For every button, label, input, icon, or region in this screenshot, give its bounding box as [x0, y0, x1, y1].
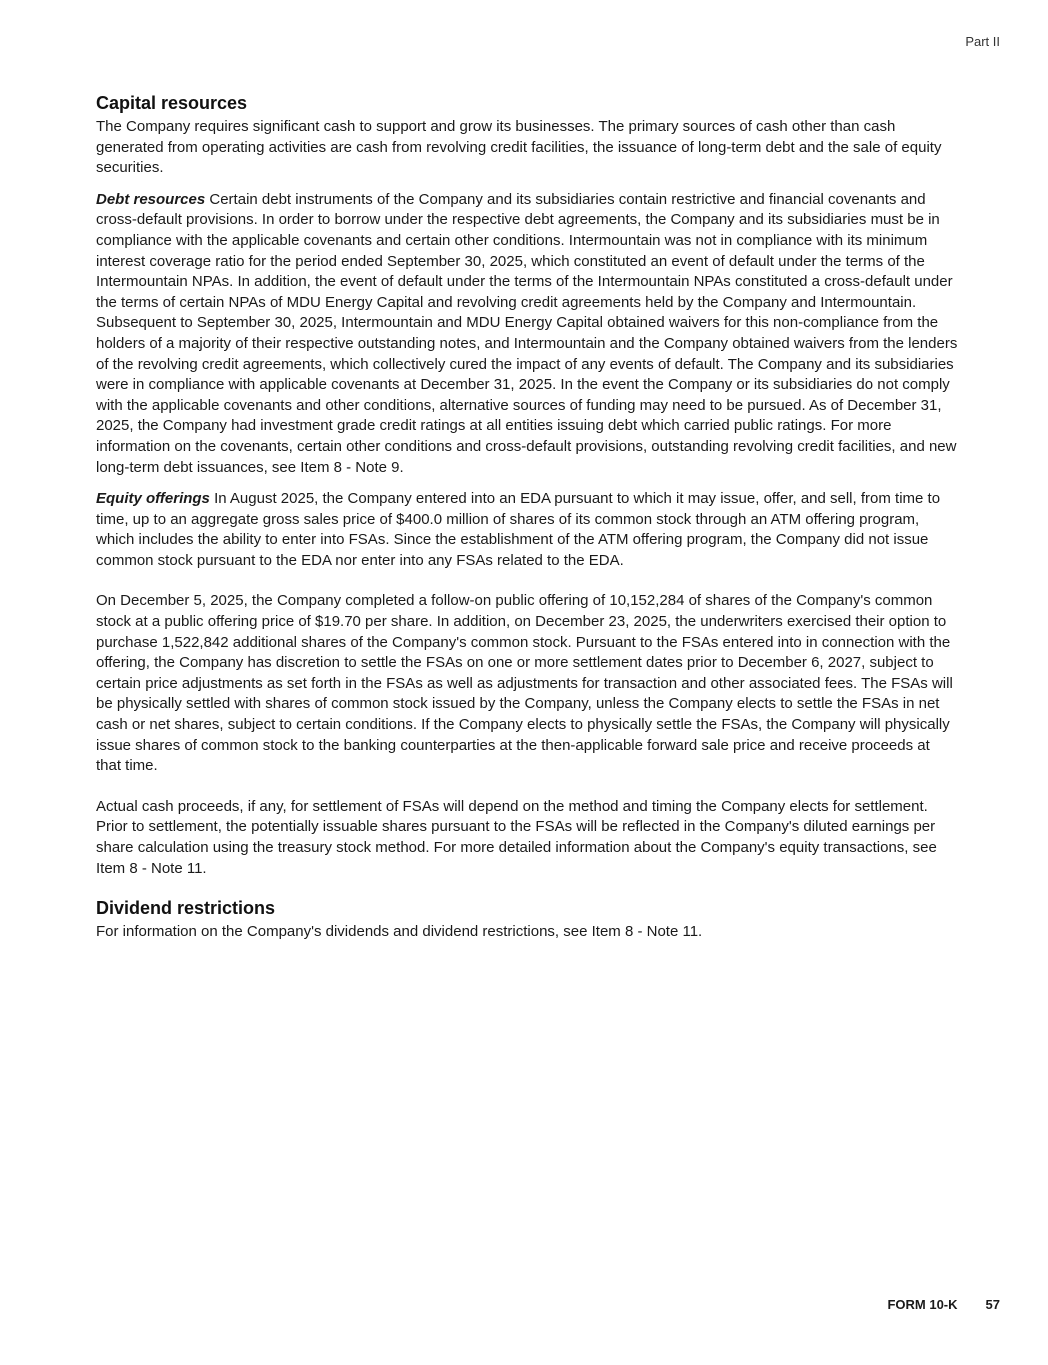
capital-resources-heading: Capital resources — [96, 93, 248, 113]
debt-resources-lead: Debt resources — [96, 190, 206, 208]
part-label: Part II — [965, 34, 1000, 49]
equity-offerings-paragraph — [96, 489, 958, 571]
debt-resources-paragraph — [96, 190, 958, 478]
debt-resources-text: Certain debt instruments of the Company and its subsidiaries contain restrictive and financial covenants and cross-default provisions. In order to borrow under the respective debt agreements, the Company and its subsidiaries must be in compliance with the applicable covenants and certain other conditions. Intermountain was not in compliance with its minimum interest coverage ratio for the period ended September 30, 2025, which constituted an event of default under the terms of the Intermountain NPAs. In addition, the event of default under the terms of the Intermountain NPAs constituted a cross-default under the terms of certain NPAs of MDU Energy Capital and revolving credit agreements held by the Company and Intermountain. Subsequent to September 30, 2025, Intermountain and MDU Energy Capital obtained waivers for this non-compliance from the holders of a majority of their respective outstanding notes, and Intermountain and the Company obtained waivers from the lenders of the revolving credit agreements, which collectively cured the impact of any events of default. The Company and its subsidiaries were in compliance with applicable covenants at December 31, 2025. In the event the Company or its subsidiaries do not comply with the applicable covenants and other conditions, alternative sources of funding may need to be pursued. As of December 31, 2025, the Company had investment grade credit ratings at all entities issuing debt which carried public ratings. For more information on the covenants, certain other conditions and cross-default provisions, outstanding revolving credit facilities, and new long-term debt issuances, see Item 8 - Note 9. — [96, 190, 958, 476]
form-label: FORM 10-K — [887, 1297, 958, 1312]
page-footer — [887, 1297, 1000, 1312]
follow-on-offering-paragraph: On December 5, 2025, the Company completed a follow-on public offering of 10,152,284 of shares of the Company's common stock at a public offering price of $19.70 per share. In addition, on December 23, 2025, the underwriters exercised their option to purchase 1,522,842 additional shares of the Company's common stock. Pursuant to the FSAs entered into in connection with the offering, the Company has discretion to settle the FSAs on one or more settlement dates prior to December 6, 2027, subject to certain price adjustments as set forth in the FSAs as well as adjustments for transaction and other associated fees. The FSAs will be physically settled with shares of common stock issued by the Company, unless the Company elects to settle the FSAs in net cash or net shares, subject to certain conditions. If the Company elects to physically settle the FSAs, the Company will physically issue shares of common stock to the banking counterparties at the then-applicable forward sale price and receive proceeds at that time. — [96, 592, 953, 775]
equity-offerings-text: In August 2025, the Company entered into an EDA pursuant to which it may issue, offer, and sell, from time to time, up to an aggregate gross sales price of $400.0 million of shares of its common stock through an ATM offering program, which includes the ability to enter into FSAs. Since the establishment of the ATM offering program, the Company did not issue common stock pursuant to the EDA nor enter into any FSAs related to the EDA. — [96, 490, 941, 569]
main-content — [96, 92, 958, 954]
dividend-restrictions-heading: Dividend restrictions — [96, 898, 276, 919]
dividend-restrictions-paragraph: For information on the Company's dividends and dividend restrictions, see Item 8 - Note 11. — [96, 923, 703, 941]
equity-offerings-lead: Equity offerings — [96, 490, 210, 508]
cash-proceeds-paragraph: Actual cash proceeds, if any, for settlement of FSAs will depend on the method and timing the Company elects for settlement. Prior to settlement, the potentially issuable shares pursuant to the FSAs will be reflected in the Company's diluted earnings per share calculation using the treasury stock method. For more detailed information about the Company's equity transactions, see Item 8 - Note 11. — [96, 797, 937, 877]
page-number: 57 — [985, 1297, 1000, 1312]
capital-intro-paragraph: The Company requires significant cash to support and grow its businesses. The primary sources of cash other than cash generated from operating activities are cash from revolving credit facilities, the issuance of long-term debt and the sale of equity securities. — [96, 118, 942, 177]
